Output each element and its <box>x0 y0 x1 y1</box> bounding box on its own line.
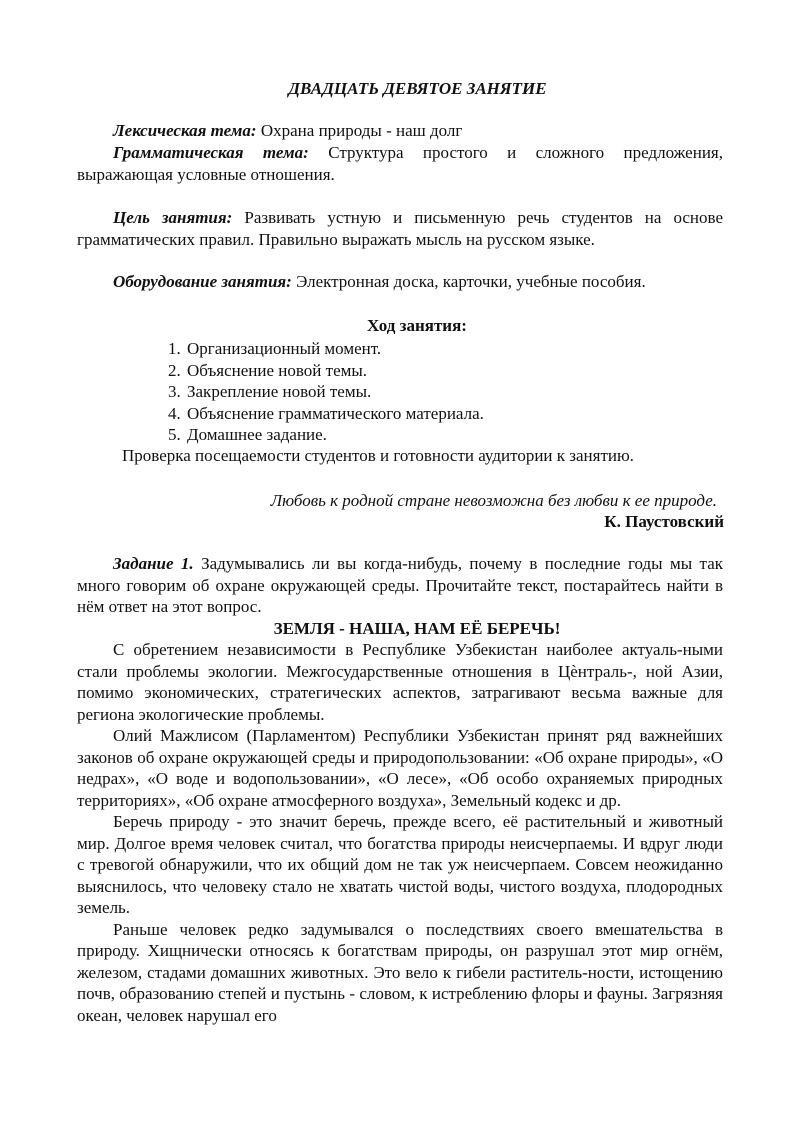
task-1 <box>77 553 723 618</box>
lesson-equipment-text: Электронная доска, карточки, учебные пособия. <box>291 272 646 291</box>
list-item: 4. Объяснение грамматического материала. <box>185 403 725 425</box>
progress-heading: Ход занятия: <box>367 316 467 335</box>
list-item: 2. Объяснение новой темы. <box>185 360 725 382</box>
epigraph-author: К. Паустовский <box>604 512 724 531</box>
task-1-text: Задумывались ли вы когда-нибудь, почему в последние годы мы так много говорим об охране окружающей среды. Прочитайте текст, постарайтесь найти в нём ответ на этот вопрос. <box>77 554 724 616</box>
paragraph: Олий Мажлисом (Парламентом) Республики Узбекистан принят ряд важнейших законов об охране окружающей среды и природопользовании: «Об охране природы», «О недрах», «О воде и водопользовании», «О лесе», «Об особо охраняемых природных территориях», «Об охране атмосферного воздуха», Земельный кодекс и др. <box>77 726 723 810</box>
epigraph-quote: Любовь к родной стране невозможна без любви к ее природе. <box>270 491 717 510</box>
grammar-theme-label: Грамматическая тема: <box>113 143 309 162</box>
list-item: 5. Домашнее задание. <box>185 424 725 446</box>
text-title: ЗЕМЛЯ - НАША, НАМ ЕЁ БЕРЕЧЬ! <box>273 619 561 638</box>
lexical-theme-label: Лексическая тема: <box>113 121 257 140</box>
lexical-theme <box>77 120 723 142</box>
lexical-theme-text: Охрана природы - наш долг <box>256 121 463 140</box>
page-title: ДВАДЦАТЬ ДЕВЯТОЕ ЗАНЯТИЕ <box>288 79 547 98</box>
paragraph: С обретением независимости в Республике Узбекистан наиболее актуаль-ными стали проблемы экологии. Межгосударственные отношения в Цѐнтраль-, ной Азии, помимо экономических, стратегических аспектов, затрагивают весьма важные для региона экологические проблемы. <box>77 640 723 724</box>
lesson-equipment-label: Оборудование занятия: <box>113 272 292 291</box>
attendance-check: Проверка посещаемости студентов и готовности аудитории к занятию. <box>122 446 634 465</box>
grammar-theme-text: Структура простого и сложного предложения, выражающая условные отношения. <box>77 143 723 184</box>
list-item: 3. Закрепление новой темы. <box>185 381 725 403</box>
main-text <box>77 639 723 1026</box>
lesson-goal-text: Развивать устную и письменную речь студентов на основе грамматических правил. Правильно выражать мысль на русском языке. <box>77 208 723 249</box>
lesson-steps-list <box>155 338 725 446</box>
list-item: 1. Организационный момент. <box>185 338 725 360</box>
lesson-goal-label: Цель занятия: <box>113 208 233 227</box>
grammar-theme <box>77 142 723 185</box>
lesson-goal <box>77 207 723 250</box>
paragraph: Беречь природу - это значит беречь, прежде всего, её растительный и животный мир. Долгое время человек считал, что богатства природы неисчерпаемы. И вдруг люди с тревогой обнаружили, что их общий дом не так уж неисчерпаем. Совсем неожиданно выяснилось, что человеку стало не хватать чистой воды, чистого воздуха, плодородных земель. <box>77 812 723 917</box>
task-1-label: Задание 1. <box>113 554 194 573</box>
lesson-equipment <box>77 271 723 293</box>
paragraph: Раньше человек редко задумывался о последствиях своего вмешательства в природу. Хищнически относясь к богатствам природы, он разрушал этот мир огнём, железом, стадами домашних животных. Это вело к гибели раститель-ности, истощению почв, образованию степей и пустынь - словом, к истреблению флоры и фауны. Загрязняя океан, человек нарушал его <box>77 919 723 1025</box>
